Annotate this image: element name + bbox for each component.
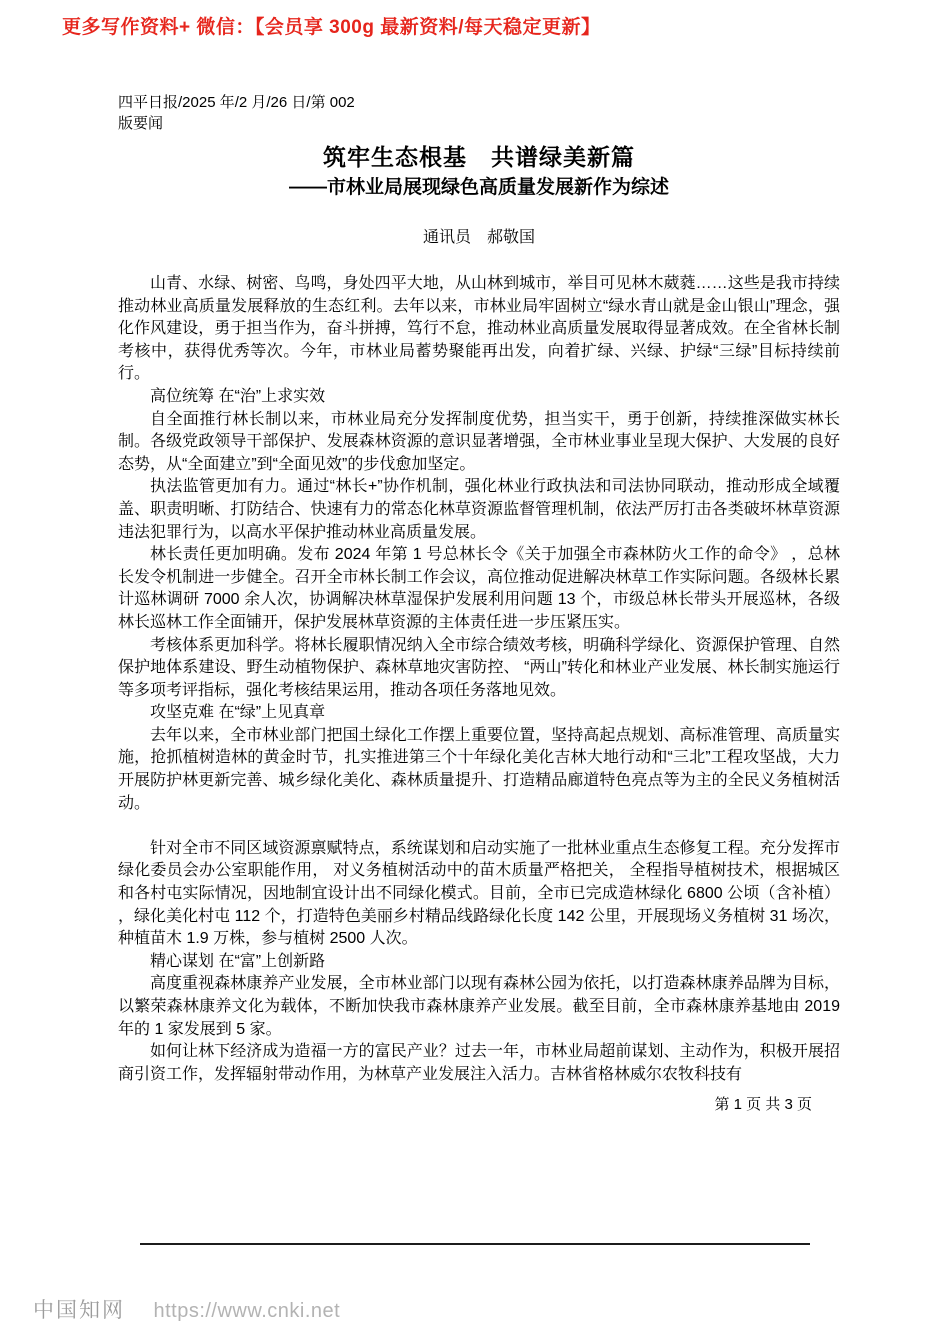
cnki-brand-text: 中国知网 <box>33 1299 125 1322</box>
article-paragraph: 高度重视森林康养产业发展，全市林业部门以现有森林公园为依托，以打造森林康养品牌为目标，以繁荣森林康养文化为载体，不断加快我市森林康养产业发展。截至目前，全市森林康养基地由 2019 年的 1 家发展到 5 家。 <box>118 975 840 1038</box>
article-paragraph: 考核体系更加科学。将林长履职情况纳入全市综合绩效考核，明确科学绿化、资源保护管理、自然保护地体系建设、野生动植物保护、森林草地灾害防控、 “两山”转化和林业产业发展、林长制实施运行等多项考评指标，强化考核结果运用，推动各项任务落地见效。 <box>118 636 840 699</box>
page-number: 第 1 页 共 3 页 <box>714 1096 812 1114</box>
promo-banner-text: 更多写作资料+ 微信：【会员享 300g 最新资料/每天稳定更新】 <box>62 17 601 38</box>
section-meta-line: 版要闻 <box>118 115 164 132</box>
watermark <box>33 1294 340 1324</box>
article-paragraph: 去年以来，全市林业部门把国土绿化工作摆上重要位置，坚持高起点规划、高标准管理、高质量实施，抢抓植树造林的黄金时节，扎实推进第三个十年绿化美化吉林大地行动和“三北”工程攻坚战，大力开展防护林更新完善、城乡绿化美化、森林质量提升、打造精品廊道特色亮点等为主的全民义务植树活动。 <box>118 726 840 812</box>
article-paragraph: 山青、水绿、树密、鸟鸣，身处四平大地，从山林到城市，举目可见林木葳蕤……这些是我市持续推动林业高质量发展释放的生态红利。去年以来，市林业局牢固树立“绿水青山就是金山银山”理念，强化作风建设，勇于担当作为，奋斗拼搏，笃行不怠，推动林业高质量发展取得显著成效。在全省林长制考核中，获得优秀等次。今年，市林业局蓄势聚能再出发，向着扩绿、兴绿、护绿“三绿”目标持续前行。 <box>118 275 840 383</box>
article-paragraph: 针对全市不同区域资源禀赋特点，系统谋划和启动实施了一批林业重点生态修复工程。充分发挥市绿化委员会办公室职能作用， 对义务植树活动中的苗木质量严格把关， 全程指导植树技术，根据城区和各村屯实际情况，因地制宜设计出不同绿化模式。目前，全市已完成造林绿化 6800 公顷（含补植） ，绿化美化村屯 112 个，打造特色美丽乡村精品线路绿化长度 142 公里，开展现场义务植树 31 场次，种植苗木 1.9 万株，参与植树 2500 人次。 <box>118 839 840 948</box>
cnki-url-text: https://www.cnki.net <box>153 1300 341 1322</box>
section-heading: 攻坚克难 在“绿”上见真章 <box>150 704 326 722</box>
article-paragraph: 如何让林下经济成为造福一方的富民产业？过去一年，市林业局超前谋划、主动作为，积极开展招商引资工作，发挥辐射带动作用，为林草产业发展注入活力。吉林省格林威尔农牧科技有 <box>118 1043 840 1083</box>
section-heading: 精心谋划 在“富”上创新路 <box>150 952 326 970</box>
article-paragraph: 林长责任更加明确。发布 2024 年第 1 号总林长令《关于加强全市森林防火工作的命令》 ，总林长发令机制进一步健全。召开全市林长制工作会议，高位推动促进解决林草工作实际问题。各级林长累计巡林调研 7000 余人次，协调解决林草湿保护发展利用问题 13 个，市级总林长带头开展巡林，各级林长巡林工作全面铺开，保护发展林草资源的主体责任进一步压紧压实。 <box>118 546 840 631</box>
paragraph-spacer <box>118 815 840 838</box>
article-paragraph: 自全面推行林长制以来，市林业局充分发挥制度优势，担当实干，勇于创新，持续推深做实林长制。各级党政领导干部保护、发展森林资源的意识显著增强，全市林业事业呈现大保护、大发展的良好态势，从“全面建立”到“全面见效”的步伐愈加坚定。 <box>118 410 840 473</box>
article-title: 筑牢生态根基 共谱绿美新篇 <box>323 144 635 170</box>
footer-divider-line <box>140 1243 810 1245</box>
article-body <box>118 273 840 1086</box>
article-content <box>118 92 840 1115</box>
section-heading: 高位统筹 在“治”上求实效 <box>150 387 326 405</box>
article-byline: 通讯员 郝敬国 <box>422 229 535 246</box>
source-meta-line: 四平日报/2025 年/2 月/26 日/第 002 <box>118 94 355 111</box>
article-subtitle: ——市林业局展现绿色高质量发展新作为综述 <box>288 177 669 198</box>
article-paragraph: 执法监管更加有力。通过“林长+”协作机制，强化林业行政执法和司法协同联动，推动形成全域覆盖、职责明晰、打防结合、快速有力的常态化林草资源监督管理机制，依法严厉打击各类破坏林草资源违法犯罪行为，以高水平保护推动林业高质量发展。 <box>118 478 840 541</box>
